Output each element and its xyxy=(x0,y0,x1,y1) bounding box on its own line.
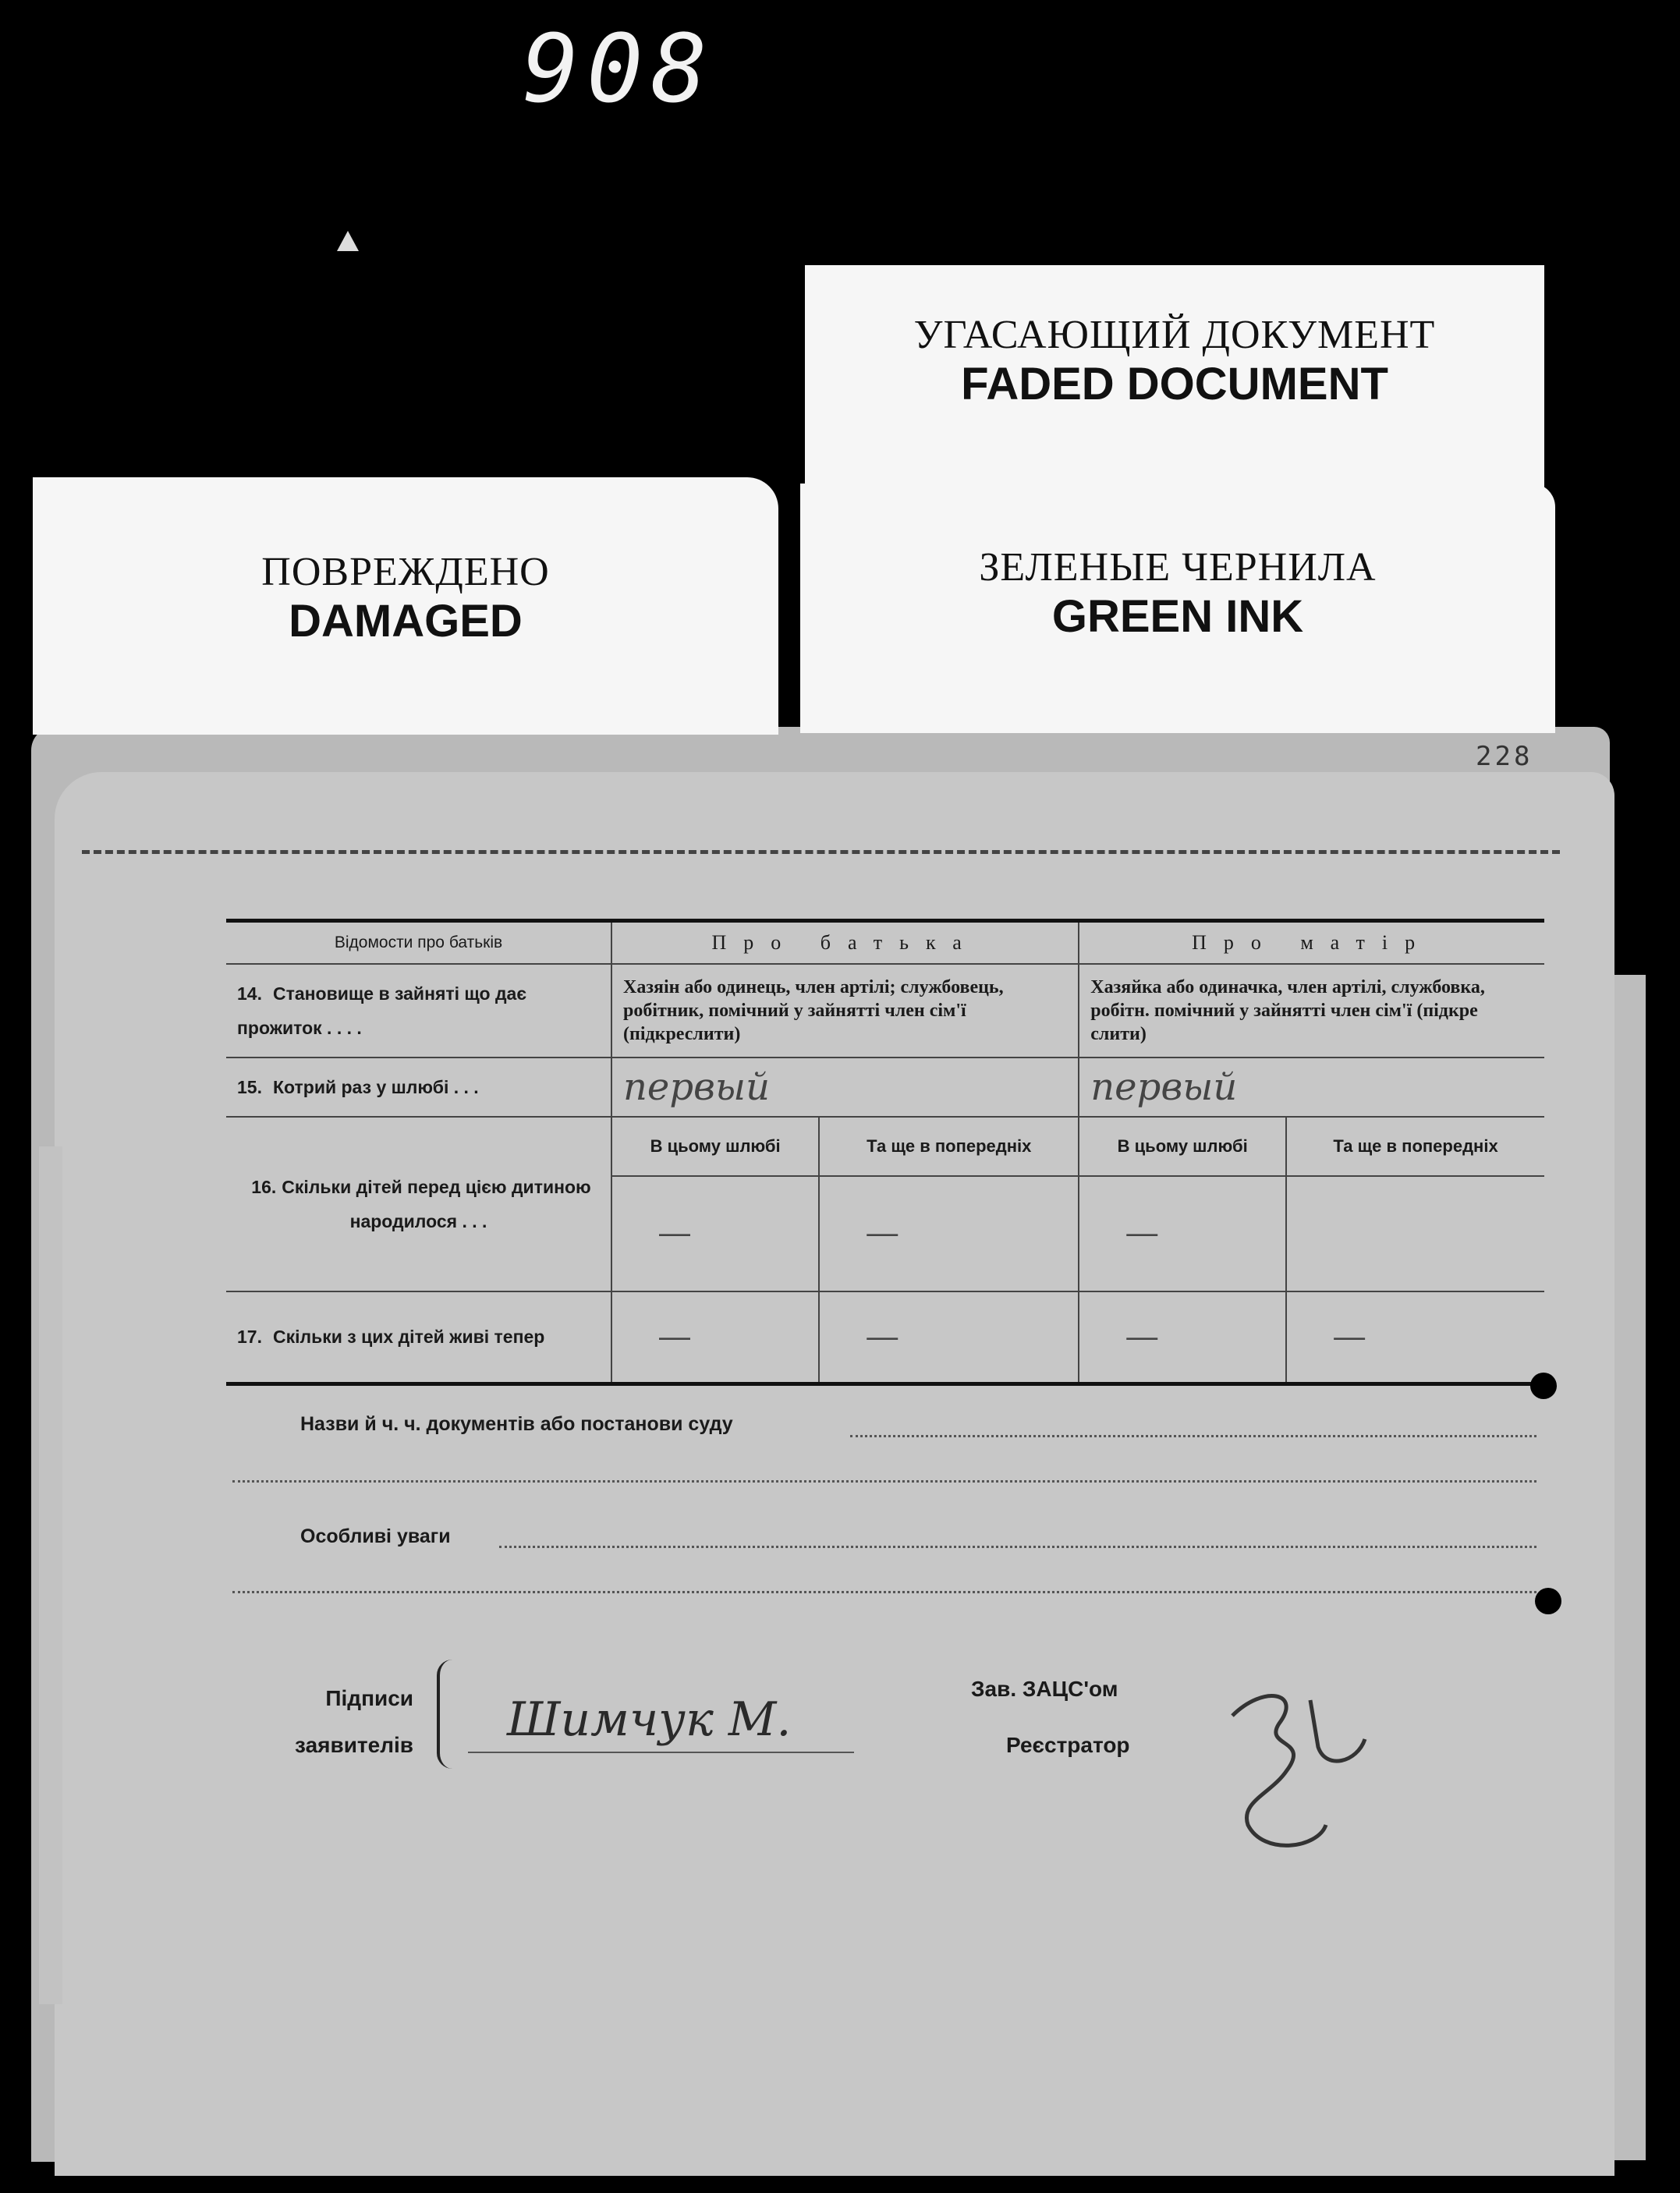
row15-mother-handwriting: первый xyxy=(1079,1058,1544,1117)
row17-cell: — xyxy=(819,1291,1079,1383)
table-subheader-row xyxy=(226,1117,1544,1176)
row16-label xyxy=(226,1117,611,1291)
table-row-15 xyxy=(226,1058,1544,1117)
damaged-stamp-ru: ПОВРЕЖДЕНО xyxy=(261,550,550,594)
registrar-signature-stroke xyxy=(1232,1696,1365,1846)
row16-cell: — xyxy=(819,1176,1079,1292)
green-stamp-ru: ЗЕЛЕНЫЕ ЧЕРНИЛА xyxy=(979,545,1377,590)
green-ink-stamp xyxy=(800,484,1555,733)
faded-stamp-ru: УГАСАЮЩИЙ ДОКУМЕНТ xyxy=(913,313,1436,357)
parents-info-table xyxy=(226,919,1544,1386)
row15-label xyxy=(226,1058,611,1117)
paper-left-edge xyxy=(39,1146,62,2004)
head-zags-label: Зав. ЗАЦС'ом xyxy=(971,1677,1118,1701)
row15-father-handwriting: первый xyxy=(611,1058,1079,1117)
row17-cell: — xyxy=(1286,1291,1544,1383)
sub-father-this: В цьому шлюбі xyxy=(611,1117,819,1176)
row17-cell: — xyxy=(611,1291,819,1383)
registrar-signature xyxy=(1217,1669,1388,1872)
row14-text: Становище в зайняті що дає прожиток . . . . xyxy=(237,983,527,1038)
sub-father-previous: Та ще в попередніх xyxy=(819,1117,1079,1176)
applicants-signature-label xyxy=(265,1675,413,1769)
sub-mother-previous: Та ще в попередніх xyxy=(1286,1117,1544,1176)
remarks-line xyxy=(499,1546,1536,1548)
row16-cell: — xyxy=(611,1176,819,1292)
signature-brace xyxy=(437,1660,471,1769)
row16-cell: — xyxy=(1079,1176,1286,1292)
binding-hole xyxy=(1535,1588,1561,1614)
row16-number: 16. xyxy=(251,1177,277,1197)
header-label: Відомости про батьків xyxy=(226,921,611,965)
sub-mother-this: В цьому шлюбі xyxy=(1079,1117,1286,1176)
header-mother: Про матір xyxy=(1079,921,1544,965)
row14-label xyxy=(226,964,611,1058)
row16-text: Скільки дітей перед цією дитиною народилося . . . xyxy=(282,1177,591,1231)
row14-number: 14. xyxy=(237,983,262,1004)
documents-line-2 xyxy=(232,1480,1536,1483)
table-row-17 xyxy=(226,1291,1544,1383)
row15-text: Котрий раз у шлюбі . . . xyxy=(273,1077,479,1097)
registrar-label: Реєстратор xyxy=(1006,1733,1130,1757)
faded-document-stamp xyxy=(805,265,1544,491)
applicant-signature: Шимчук М. xyxy=(507,1692,792,1747)
remarks-field-label: Особливі уваги xyxy=(300,1525,451,1547)
documents-field-label: Назви й ч. ч. документів або постанови суду xyxy=(300,1413,733,1435)
corner-page-number: 228 xyxy=(1476,741,1533,772)
header-father: Про батька xyxy=(611,921,1079,965)
damaged-stamp xyxy=(33,477,778,735)
applicants-label-line2: заявителів xyxy=(295,1733,413,1757)
row17-number: 17. xyxy=(237,1327,262,1348)
row14-mother-options: Хазяйка або одиначка, член артілі, службовка, робітн. помічний у зайнятті член сім'ї (підкре слити) xyxy=(1079,964,1544,1058)
table-header-row xyxy=(226,921,1544,965)
remarks-line-2 xyxy=(232,1591,1536,1593)
row14-father-options: Хазяін або одинець, член артілі; службовець, робітник, помічний у зайнятті член сім'ї (підкреслити) xyxy=(611,964,1079,1058)
damaged-stamp-en: DAMAGED xyxy=(289,596,523,647)
applicants-label-line1: Підписи xyxy=(325,1686,413,1710)
binding-hole xyxy=(1530,1373,1557,1399)
row16-cell xyxy=(1286,1176,1544,1292)
frame-number: 908 xyxy=(523,16,715,124)
row17-label xyxy=(226,1291,611,1383)
applicant-signature-line xyxy=(468,1752,854,1753)
documents-line xyxy=(850,1435,1536,1437)
green-stamp-en: GREEN INK xyxy=(1051,591,1304,642)
table-row-14 xyxy=(226,964,1544,1058)
row15-number: 15. xyxy=(237,1077,262,1097)
row17-text: Скільки з цих дітей живі тепер xyxy=(273,1327,545,1348)
row17-cell: — xyxy=(1079,1291,1286,1383)
film-speck xyxy=(337,231,359,251)
faded-stamp-en: FADED DOCUMENT xyxy=(961,359,1388,409)
cut-line xyxy=(82,850,1560,854)
